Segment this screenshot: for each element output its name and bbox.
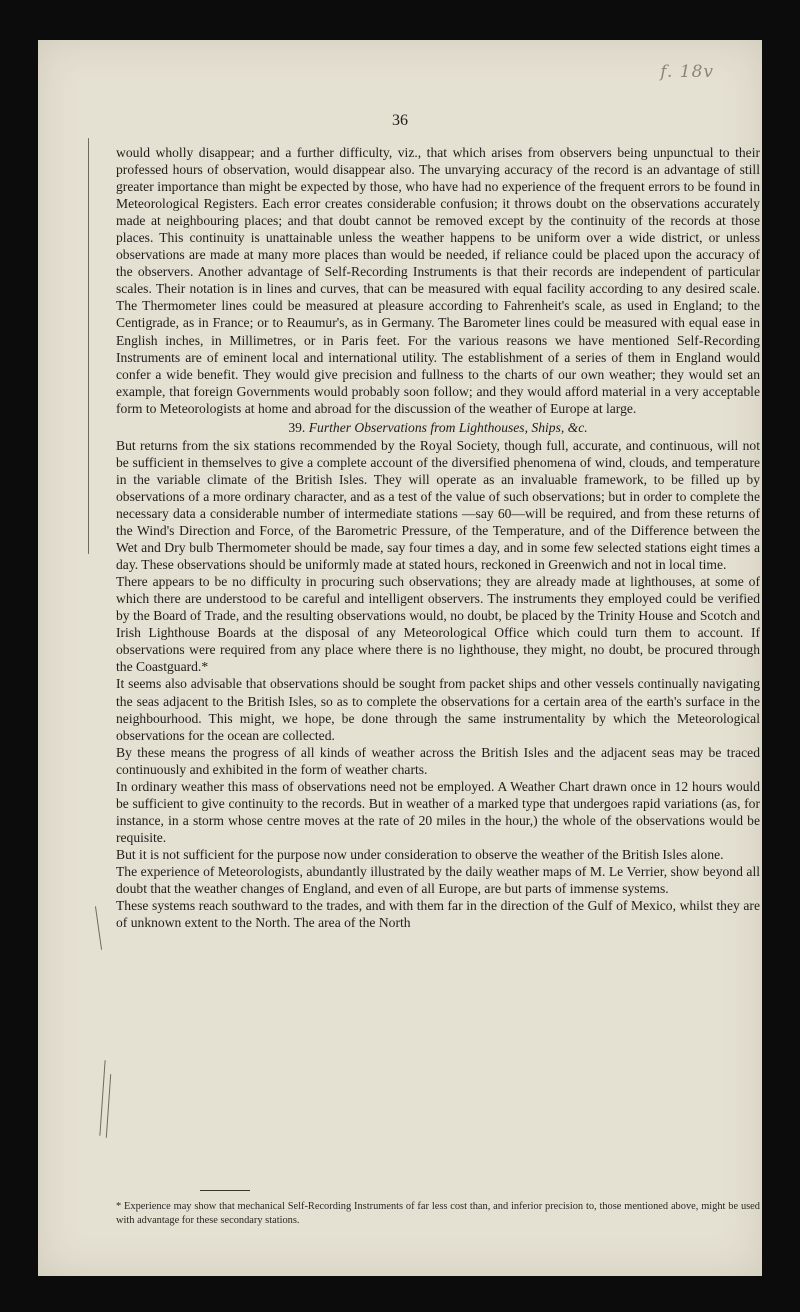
- folio-mark: f. 18v: [660, 62, 714, 82]
- section-heading: [116, 419, 760, 436]
- pencil-margin-mark: [88, 138, 89, 554]
- body-text: [116, 144, 760, 931]
- paragraph: But it is not sufficient for the purpose now under consideration to observe the weather of the British Isles alone.: [116, 846, 724, 862]
- page-number: 36: [392, 112, 408, 129]
- footnote-rule: [200, 1190, 250, 1191]
- paragraph: It seems also advisable that observations should be sought from packet ships and other vessels continually navigating the seas adjacent to the British Isles, so as to complete the observations for a certain area of the earth's surface in the neighbourhood. This might, we hope, be done through the same instrumentality by which the Meteorological observations for the ocean are collected.: [116, 676, 760, 743]
- paragraph: These systems reach southward to the trades, and with them far in the direction of the Gulf of Mexico, whilst they are of unknown extent to the North. The area of the North: [116, 898, 760, 931]
- paragraph: But returns from the six stations recommended by the Royal Society, though full, accurate, and continuous, will not be sufficient in themselves to give a complete account of the diversified phenomena of wind, clouds, and temperature in the variable climate of the British Isles. They will operate as an invaluable framework, to be filled up by observations of a more ordinary character, and as a test of the value of such observations; but in order to complete the necessary data a considerable number of intermediate stations —say 60—will be required, and from these returns of the Wind's Direction and Force, of the Barometric Pressure, of the Temperature, and of the Difference between the Wet and Dry bulb Thermometer should be made, say four times a day, and in some few selected stations eight times a day. These observations should be uniformly made at stated hours, reckoned in Greenwich and not in local time.: [116, 437, 760, 573]
- paragraph: The experience of Meteorologists, abundantly illustrated by the daily weather maps of M. Le Verrier, show beyond all doubt that the weather changes of England, and even of all Europe, are but parts of immense systems.: [116, 863, 760, 897]
- pencil-margin-mark: [99, 1060, 106, 1136]
- paragraph: In ordinary weather this mass of observations need not be employed. A Weather Chart drawn once in 12 hours would be sufficient to give continuity to the records. But in weather of a marked type that undergoes rapid variations (as, for instance, in a storm whose centre moves at the rate of 20 miles in the hour,) the whole of the observations would be requisite.: [116, 778, 760, 845]
- pencil-margin-mark: [95, 906, 103, 950]
- document-page: [38, 40, 762, 1276]
- section-title: Further Observations from Lighthouses, Ships, &c.: [308, 419, 588, 435]
- paragraph: There appears to be no difficulty in procuring such observations; they are already made at lighthouses, at some of which there are understood to be careful and intelligent observers. The instruments they employed could be verified by the Board of Trade, and the resulting observations would, no doubt, be placed by the Trinity House and Scotch and Irish Lighthouse Boards at the disposal of any Meteorological Office which could turn them to account. If observations were required from any place where there is no lighthouse, they might, no doubt, be procured through the Coastguard.*: [116, 574, 760, 675]
- footnote: * Experience may show that mechanical Self-Recording Instruments of far less cost than, and inferior precision to, those mentioned above, might be used with advantage for these secondary stations.: [116, 1201, 760, 1226]
- paragraph: would wholly disappear; and a further difficulty, viz., that which arises from observers being unpunctual to their professed hours of observation, would disappear also. The unvarying accuracy of the record is an advantage of still greater importance than might be expected by those, who have had no experience of the frequent errors to be found in Meteorological Registers. Each error creates considerable confusion; it throws doubt on the observations accurately made at neighbouring places; and that doubt cannot be removed except by the continuity of the records at those places. This continuity is unattainable unless the weather happens to be uniform over a wide district, or unless observations are made at many more places than would be needed, if reliance could be placed upon the accuracy of the observers. Another advantage of Self-Recording Instruments is that their records are independent of particular scales. Their notation is in lines and curves, that can be measured with equal facility according to any desired scale. The Thermometer lines could be measured at pleasure according to Fahrenheit's scale, as used in England; to the Centigrade, as in France; or to Reaumur's, as in Germany. The Barometer lines could be measured with equal ease in English inches, in Millimetres, or in Paris feet. For the various reasons we have mentioned Self-Recording Instruments are of eminent local and international utility. The establishment of a series of them in England would confer a wide benefit. They would give precision and fullness to the charts of our own weather; they would set an example, that foreign Governments would probably soon follow; and they would afford material in a very acceptable form to Meteorologists at home and abroad for the discussion of the weather of Europe at large.: [116, 145, 760, 416]
- section-number: 39.: [288, 419, 306, 435]
- pencil-margin-mark: [106, 1074, 112, 1138]
- paragraph: By these means the progress of all kinds of weather across the British Isles and the adjacent seas may be traced continuously and exhibited in the form of weather charts.: [116, 744, 760, 777]
